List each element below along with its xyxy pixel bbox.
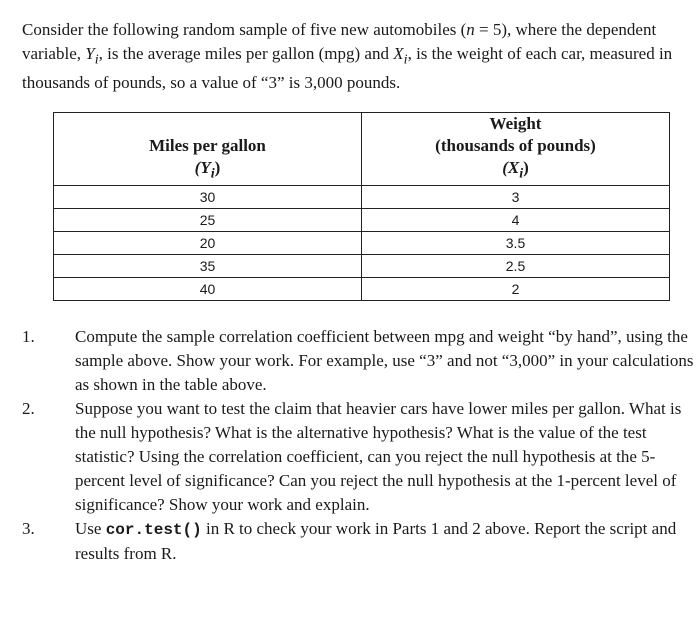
weight-header-title: Weight bbox=[489, 114, 542, 133]
intro-text-3: , is the average miles per gallon (mpg) and bbox=[98, 44, 394, 63]
weight-cell: 3.5 bbox=[362, 232, 670, 255]
table-row bbox=[54, 186, 670, 209]
intro-paragraph bbox=[22, 18, 682, 95]
mpg-cell: 30 bbox=[54, 186, 362, 209]
weight-header-symbol: $(X_i)$ bbox=[502, 158, 529, 182]
mpg-cell: 25 bbox=[54, 209, 362, 232]
r-function-code: cor.test() bbox=[105, 521, 202, 539]
question-text-after: in R to check your work in Parts 1 and 2 above. Report the script and results from R. bbox=[75, 519, 677, 563]
table-header-row bbox=[54, 113, 670, 186]
mpg-cell: 20 bbox=[54, 232, 362, 255]
weight-header-units: (thousands of pounds) bbox=[435, 136, 596, 155]
n-symbol: n bbox=[466, 20, 475, 39]
weight-cell: 4 bbox=[362, 209, 670, 232]
question-2 bbox=[22, 397, 697, 517]
question-3 bbox=[22, 517, 697, 566]
table-row bbox=[54, 209, 670, 232]
y-variable: $Y_i$ bbox=[85, 44, 99, 68]
question-number: 2. bbox=[22, 399, 35, 418]
intro-text-1: Consider the following random sample of five new automobiles ( bbox=[22, 20, 467, 39]
question-text: Suppose you want to test the claim that heavier cars have lower miles per gallon. What is the null hypothesis? What is the alternative hypothesis? What is the value of the test statistic? Using the correlation coefficient, can you reject the null hypothesis at the 5-percent level of significance? Can you reject the null hypothesis at the 1-percent level of significance? Show your work and explain. bbox=[75, 399, 682, 514]
table-row bbox=[54, 255, 670, 278]
intro-text-2: = 5), where the dependent variable, bbox=[22, 20, 657, 63]
question-number: 3. bbox=[22, 519, 35, 538]
weight-header bbox=[362, 113, 670, 186]
weight-cell: 3 bbox=[362, 186, 670, 209]
question-number: 1. bbox=[22, 327, 35, 346]
table-row bbox=[54, 232, 670, 255]
mpg-cell: 35 bbox=[54, 255, 362, 278]
question-1 bbox=[22, 325, 697, 397]
mpg-header bbox=[54, 113, 362, 186]
mpg-header-title: Miles per gallon bbox=[149, 136, 266, 155]
question-text-before: Use bbox=[75, 519, 106, 538]
mpg-cell: 40 bbox=[54, 278, 362, 301]
x-variable: $X_i$ bbox=[393, 44, 408, 68]
table-row bbox=[54, 278, 670, 301]
question-text: Compute the sample correlation coefficient between mpg and weight “by hand”, using the sample above. Show your work. For example, use “3” and not “3,000” in your calculations as shown in the table above. bbox=[75, 327, 694, 394]
weight-cell: 2 bbox=[362, 278, 670, 301]
weight-cell: 2.5 bbox=[362, 255, 670, 278]
data-table bbox=[53, 112, 670, 301]
mpg-header-symbol: $(Y_i)$ bbox=[194, 158, 221, 182]
intro-text-4: , is the weight of each car, measured in thousands of pounds, so a value of “3” is 3,000 pounds. bbox=[22, 44, 673, 93]
question-list bbox=[22, 325, 697, 566]
